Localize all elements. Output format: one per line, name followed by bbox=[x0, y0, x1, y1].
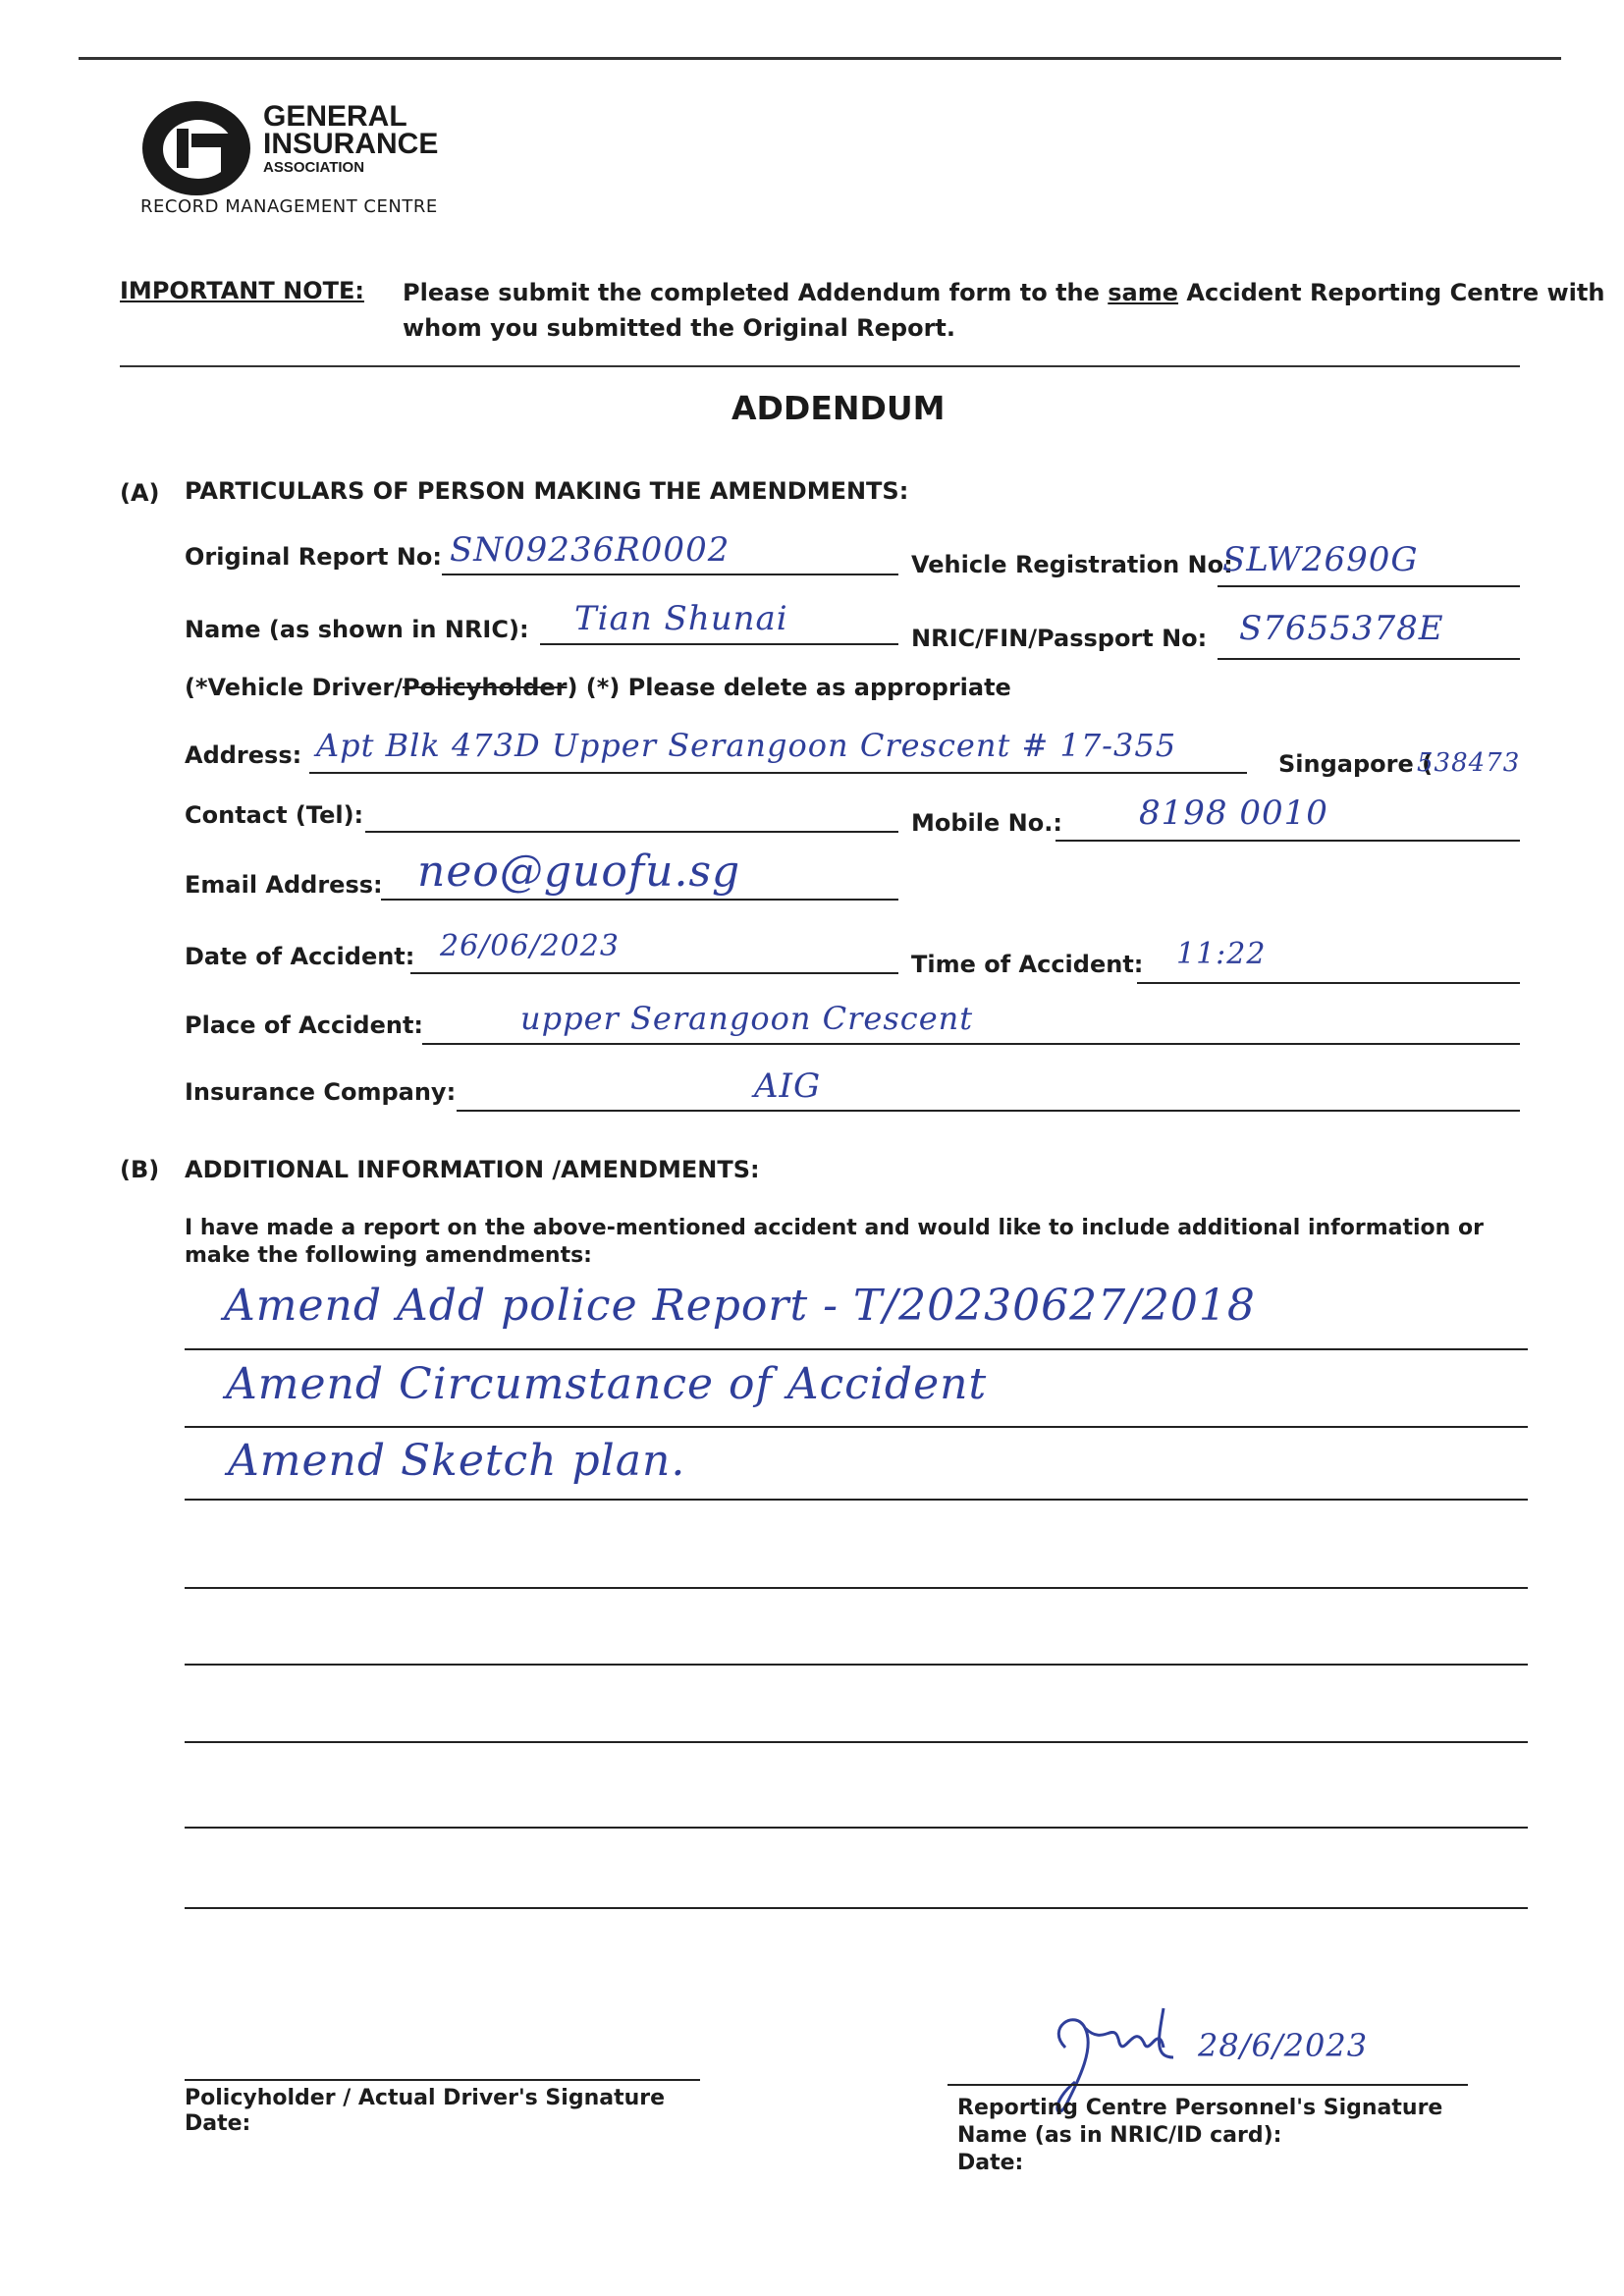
address-label: Address: bbox=[185, 741, 302, 769]
place-of-accident-line bbox=[422, 1043, 1520, 1045]
note-text-after: Accident Reporting Centre with bbox=[1178, 279, 1605, 306]
amendment-line-7 bbox=[185, 1827, 1528, 1829]
place-of-accident-value[interactable]: upper Serangoon Crescent bbox=[520, 1000, 974, 1037]
note-text-same: same bbox=[1108, 279, 1179, 306]
insurance-company-line bbox=[457, 1110, 1520, 1112]
mobile-line bbox=[1056, 840, 1520, 842]
reporting-centre-name-label: Name (as in NRIC/ID card): bbox=[957, 2123, 1282, 2148]
singapore-label: Singapore ( bbox=[1278, 750, 1434, 778]
name-line bbox=[540, 643, 898, 645]
address-line bbox=[309, 772, 1247, 774]
role-prefix: (* bbox=[185, 674, 208, 701]
role-suffix: ) (*) Please delete as appropriate bbox=[567, 674, 1011, 701]
policyholder-signature-line bbox=[185, 2079, 700, 2081]
nric-value[interactable]: S7655378E bbox=[1239, 609, 1444, 648]
mobile-label: Mobile No.: bbox=[911, 809, 1062, 837]
amendment-line-8 bbox=[185, 1907, 1528, 1909]
vehicle-reg-line bbox=[1218, 585, 1520, 587]
role-line bbox=[185, 674, 1011, 701]
amendment-line-3 bbox=[185, 1499, 1528, 1501]
date-of-accident-value[interactable]: 26/06/2023 bbox=[440, 929, 620, 963]
logo-line-association: ASSOCIATION bbox=[263, 159, 365, 176]
insurance-company-label: Insurance Company: bbox=[185, 1078, 457, 1106]
mobile-value[interactable]: 8198 0010 bbox=[1139, 793, 1328, 833]
role-driver: Vehicle Driver/ bbox=[207, 674, 403, 701]
section-b-intro-line1: I have made a report on the above-mentioned accident and would like to include additional information or bbox=[185, 1216, 1484, 1240]
name-label: Name (as shown in NRIC): bbox=[185, 616, 529, 643]
section-b-heading: ADDITIONAL INFORMATION /AMENDMENTS: bbox=[185, 1156, 760, 1183]
email-label: Email Address: bbox=[185, 871, 383, 899]
section-a-marker: (A) bbox=[120, 479, 160, 507]
gia-logo-emblem-icon bbox=[137, 94, 265, 202]
name-value[interactable]: Tian Shunai bbox=[574, 599, 788, 638]
logo-line-insurance: INSURANCE bbox=[263, 128, 439, 160]
reporting-centre-signature-line bbox=[947, 2084, 1468, 2086]
original-report-line bbox=[442, 574, 898, 575]
amendment-line-1 bbox=[185, 1348, 1528, 1350]
important-note-line2: whom you submitted the Original Report. bbox=[403, 314, 956, 342]
amendment-line-6 bbox=[185, 1741, 1528, 1743]
amendment-line-2 bbox=[185, 1426, 1528, 1428]
reporting-centre-signed-date[interactable]: 28/6/2023 bbox=[1198, 2027, 1369, 2064]
amendment-line-4 bbox=[185, 1587, 1528, 1589]
contact-line bbox=[365, 831, 898, 833]
place-of-accident-label: Place of Accident: bbox=[185, 1011, 424, 1039]
amendment-entry-2[interactable]: Amend Circumstance of Accident bbox=[226, 1359, 988, 1409]
record-management-centre: RECORD MANAGEMENT CENTRE bbox=[140, 196, 438, 217]
note-divider bbox=[120, 365, 1520, 367]
time-of-accident-value[interactable]: 11:22 bbox=[1176, 937, 1267, 971]
nric-line bbox=[1218, 658, 1520, 660]
section-b-marker: (B) bbox=[120, 1156, 160, 1183]
contact-label: Contact (Tel): bbox=[185, 801, 364, 829]
section-a-heading: PARTICULARS OF PERSON MAKING THE AMENDMENTS: bbox=[185, 477, 909, 505]
reporting-centre-date-label: Date: bbox=[957, 2151, 1024, 2175]
insurance-company-value[interactable]: AIG bbox=[754, 1066, 822, 1106]
original-report-value[interactable]: SN09236R0002 bbox=[450, 530, 731, 570]
vehicle-reg-label: Vehicle Registration No: bbox=[911, 551, 1233, 578]
logo-line-general: GENERAL bbox=[263, 100, 407, 133]
section-b-intro-line2: make the following amendments: bbox=[185, 1243, 592, 1268]
amendment-entry-1[interactable]: Amend Add police Report - T/20230627/2018 bbox=[224, 1281, 1256, 1331]
important-note-text bbox=[403, 279, 1604, 306]
top-border-line bbox=[79, 57, 1561, 60]
original-report-label: Original Report No: bbox=[185, 543, 442, 571]
note-text-before: Please submit the completed Addendum form to the bbox=[403, 279, 1109, 306]
amendment-entry-3[interactable]: Amend Sketch plan. bbox=[228, 1436, 686, 1486]
amendment-line-5 bbox=[185, 1664, 1528, 1666]
date-of-accident-line bbox=[410, 972, 898, 974]
page-title: ADDENDUM bbox=[731, 389, 946, 427]
email-value[interactable]: neo@guofu.sg bbox=[417, 847, 741, 897]
vehicle-reg-value[interactable]: SLW2690G bbox=[1222, 540, 1419, 579]
nric-label: NRIC/FIN/Passport No: bbox=[911, 625, 1208, 652]
role-policyholder: Policyholder bbox=[402, 674, 568, 701]
important-note-label: IMPORTANT NOTE: bbox=[120, 277, 364, 304]
time-of-accident-line bbox=[1137, 982, 1520, 984]
date-of-accident-label: Date of Accident: bbox=[185, 943, 415, 970]
time-of-accident-label: Time of Accident: bbox=[911, 951, 1144, 978]
reporting-centre-signature-label: Reporting Centre Personnel's Signature bbox=[957, 2096, 1443, 2120]
policyholder-date-label: Date: bbox=[185, 2111, 251, 2136]
address-value[interactable]: Apt Blk 473D Upper Serangoon Crescent # 17-355 bbox=[316, 727, 1177, 764]
postal-code-value[interactable]: 538473 bbox=[1417, 748, 1521, 778]
policyholder-signature-label: Policyholder / Actual Driver's Signature bbox=[185, 2086, 666, 2110]
email-line bbox=[381, 899, 898, 901]
